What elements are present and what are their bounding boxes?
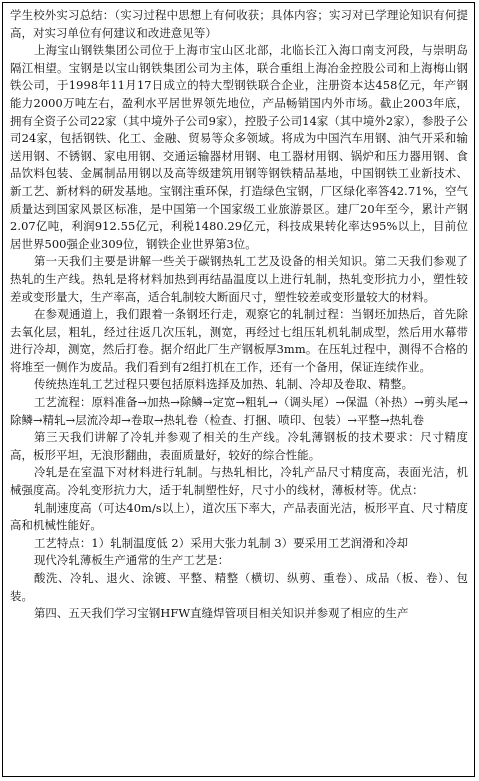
- paragraph-day3: 第三天我们讲解了冷轧并参观了相关的生产线。冷轧薄钢板的技术要求：尺寸精度高，板形平坦，无浪形翻曲，表面质量好，较好的综合性能。: [10, 430, 468, 462]
- paragraph-hot-rolling-steps: 传统热连轧工艺过程只要包括原料选择及加热、轧制、冷却及卷取、精整。: [33, 377, 414, 392]
- paragraph-rolling-process: 在参观通道上，我们跟着一条钢坯行走，观察它的轧制过程：当钢坯加热后，首先除去氧化层，粗轧，经过往返几次压轧，测宽，再经过七组压轧机轧制成型，然后用水幕带进行冷却，测宽，然后打卷。据介绍此厂生产钢板厚3mm。在压轧过程中，测得不合格的将堆至一侧作为废品。我们看到有2组打机在工作，还有一个备用，保证连续作业。: [10, 307, 468, 374]
- paragraph-advantages: 轧制速度高（可达40m/s以上），道次压下率大，产品表面光洁，板形平直、尺寸精度高和机械性能好。: [10, 500, 468, 533]
- paragraph-features: 工艺特点：1）轧制温度低 2）采用大张力轧制 3）要采用工艺润滑和冷却: [33, 535, 409, 550]
- paragraph-day1-2: 第一天我们主要是讲解一些关于碳钢热轧工艺及设备的相关知识。第二天我们参观了热轧的生产线。热轧是将材料加热到再结晶温度以上进行轧制，热轧变形抗力小，塑性较差或变形量大，生产率高，适合轧制较大断面尺寸，塑性较差或变形量较大的材料。: [10, 254, 468, 304]
- document-page: [2, 2, 475, 777]
- paragraph-day4-5: 第四、五天我们学习宝钢HFW直缝焊管项目相关知识并参观了相应的生产: [33, 606, 409, 621]
- paragraph-process-steps: 酸洗、冷轧、退火、涂镀、平整、精整（横切、纵剪、重卷）、成品（板、卷）、包装。: [10, 571, 468, 603]
- section-header: 学生校外实习总结：（实习过程中思想上有何收获；具体内容；实习对已学理论知识有何提高，对实习单位有何建议和改进意见等）: [10, 8, 468, 40]
- paragraph-cold-rolling: 冷轧是在室温下对材料进行轧制。与热轧相比，冷轧产品尺寸精度高，表面光洁，机械强度高。冷轧变形抗力大，适于轧制塑性好，尺寸小的线材，薄板材等。优点：: [10, 465, 468, 498]
- paragraph-company-intro: 上海宝山钢铁集团公司位于上海市宝山区北部，北临长江入海口南支河段，与崇明岛隔江相望。宝钢是以宝山钢铁集团公司为主体，联合重组上海冶金控股公司和上海梅山钢铁公司，于1998年11月17日成立的特大型钢铁联合企业，注册资本达458亿元，年产钢能力2000万吨左右，盈利水平居世界领先地位，产品畅销国内外市场。截止2003年底，拥有全资子公司22家（其中境外子公司9家），控股子公司14家（其中境外2家），参股子公司24家，包括钢铁、化工、金融、贸易等众多领域。将成为中国汽车用钢、油气开采和输送用钢、不锈钢、家电用钢、交通运输器材用钢、电工器材用钢、锅炉和压力器用钢、食品饮料包装、金属制品用钢以及高等级建筑用钢等钢铁精品基地，中国钢铁工业新技术、新工艺、新材料的研发基地。宝钢注重环保，打造绿色宝钢，厂区绿化率答42.71%，空气质量达到国家风景区标准，是中国第一个国家级工业旅游景区。建厂20年至今，累计产钢2.07亿吨，利润912.55亿元，利税1480.29亿元，科技成果转化率达95%以上，目前位居世界500强企业309位，钢铁企业世界第3位。: [10, 43, 468, 251]
- paragraph-modern-process: 现代冷轧薄板生产通常的生产工艺是：: [33, 553, 230, 568]
- paragraph-process-flow: 工艺流程：原料准备→加热→除鳞→定宽→粗轧→（调头尾）→保温（补热）→剪头尾→除鳞→精轧→层流冷却→卷取→热轧卷（检查、打捆、喷印、包装）→平整→热轧卷: [10, 395, 468, 427]
